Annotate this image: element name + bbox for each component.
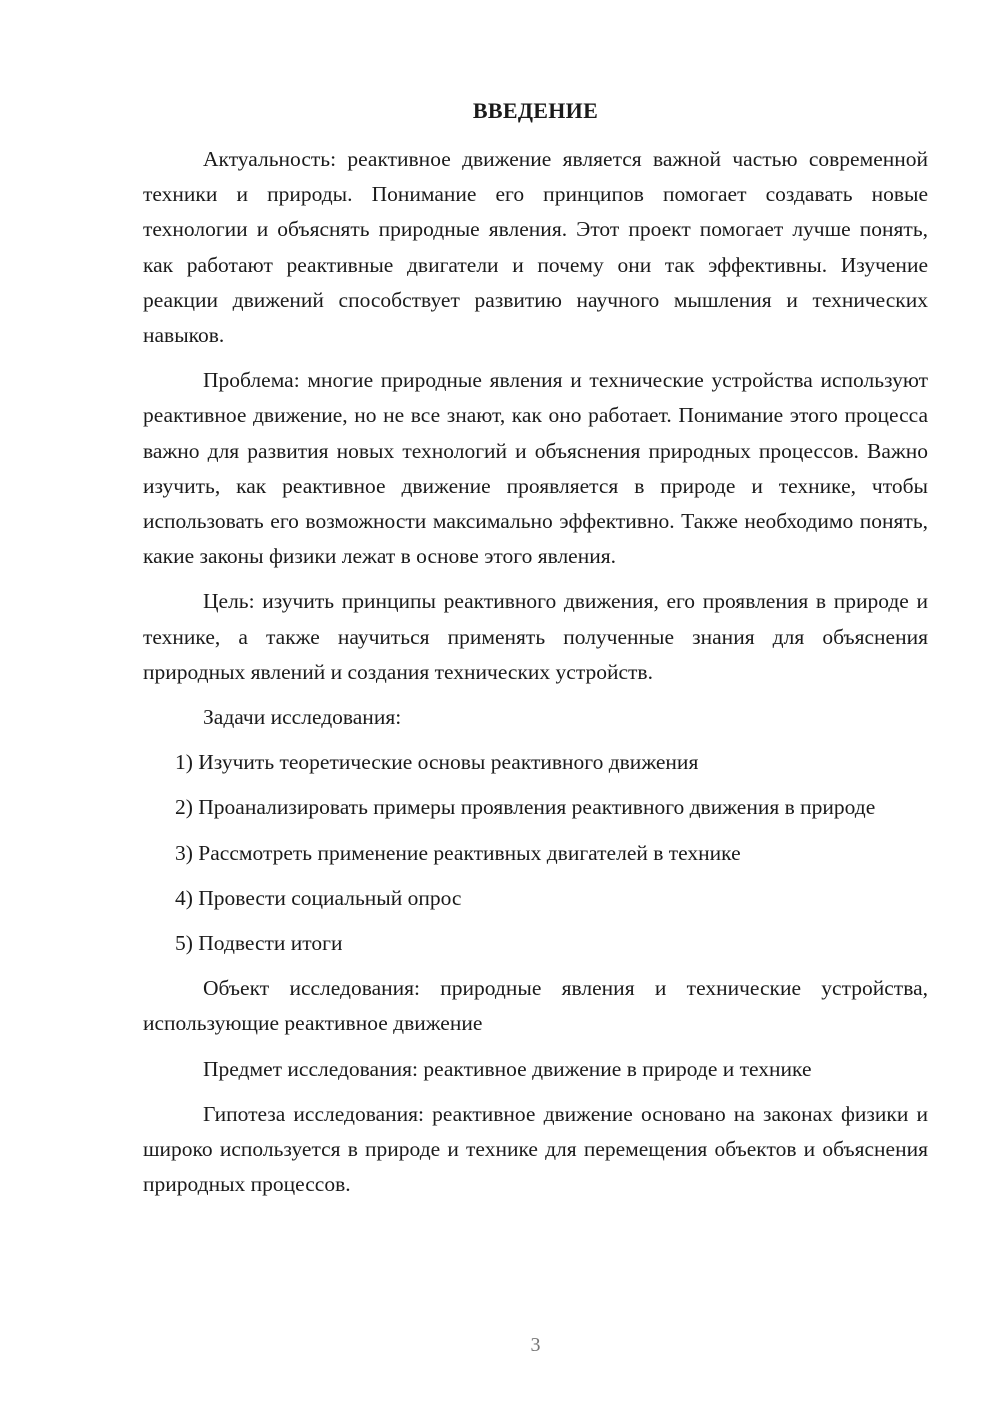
- research-hypothesis: Гипотеза исследования: реактивное движение основано на законах физики и широко используется в природе и технике для перемещения объектов и объяснения природных процессов.: [143, 1101, 928, 1197]
- page-number: 3: [530, 1334, 541, 1356]
- paragraph-problem: Проблема: многие природные явления и технические устройства используют реактивное движение, но не все знают, как оно работает. Понимание этого процесса важно для развития новых технологий и объяснения природных процессов. Важно изучить, как реактивное движение проявляется в природе и технике, чтобы использовать его возможности максимально эффективно. Также необходимо понять, какие законы физики лежат в основе этого явления.: [143, 368, 928, 569]
- research-object: Объект исследования: природные явления и технические устройства, использующие реактивное движение: [143, 976, 928, 1036]
- research-subject: Предмет исследования: реактивное движение в природе и технике: [203, 1056, 812, 1081]
- document-body: [143, 142, 928, 1212]
- tasks-heading: Задачи исследования:: [203, 705, 402, 730]
- task-item-3: 3) Рассмотреть применение реактивных двигателей в технике: [175, 840, 741, 865]
- task-item-2: 2) Проанализировать примеры проявления реактивного движения в природе: [175, 795, 876, 820]
- task-item-1: 1) Изучить теоретические основы реактивного движения: [175, 750, 699, 775]
- task-item-5: 5) Подвести итоги: [175, 931, 343, 956]
- task-item-4: 4) Провести социальный опрос: [175, 885, 462, 910]
- paragraph-goal: Цель: изучить принципы реактивного движения, его проявления в природе и технике, а также научиться применять полученные знания для объяснения природных явлений и создания технических устройств.: [143, 589, 928, 684]
- section-title: ВВЕДЕНИЕ: [472, 98, 599, 123]
- document-page: [143, 0, 928, 1414]
- paragraph-relevance: Актуальность: реактивное движение является важной частью современной техники и природы. Понимание его принципов помогает создавать новые технологии и объяснять природные явления. Этот проект помогает лучше понять, как работают реактивные двигатели и почему они так эффективны. Изучение реакции движений способствует развитию научного мышления и технических навыков.: [143, 147, 928, 348]
